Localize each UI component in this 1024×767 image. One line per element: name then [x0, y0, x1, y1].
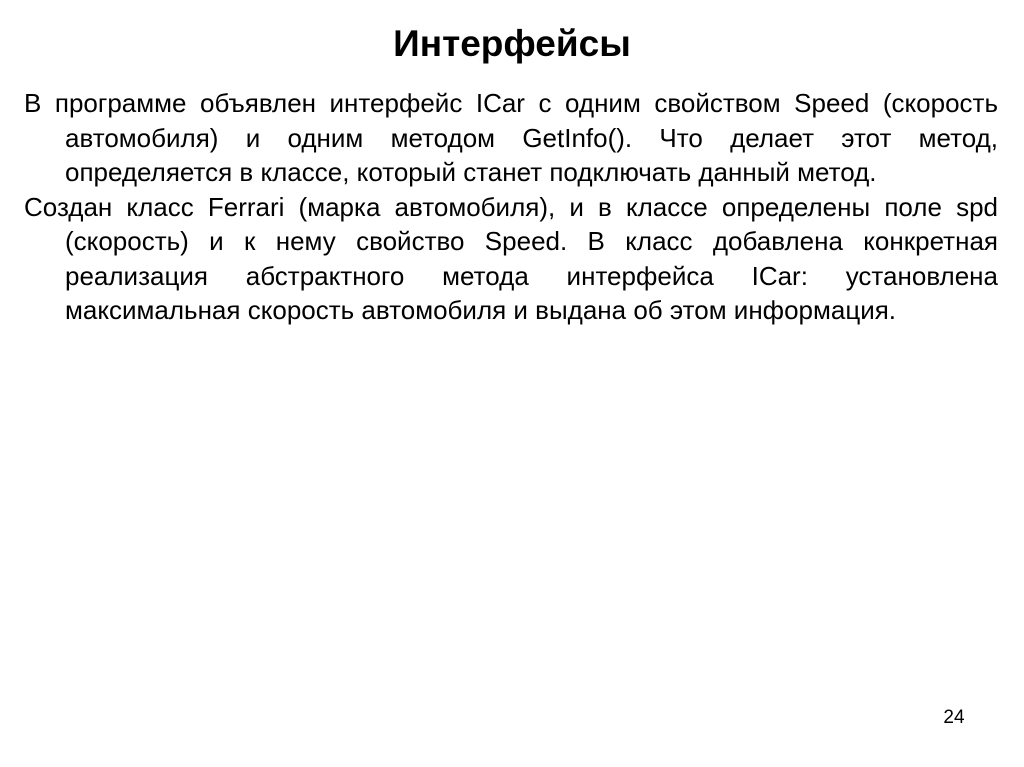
paragraph-interface-declaration: В программе объявлен интерфейс ICar с одним свойством Speed (скорость автомобиля) и одним методом GetInfo(). Что делает этот метод, определяется в классе, который станет подключать данный метод. — [24, 88, 998, 187]
page-number: 24 — [943, 707, 965, 728]
paragraph-ferrari-class: Создан класс Ferrari (марка автомобиля), и в классе определены поле spd (скорость) и к нему свойство Speed. В класс добавлена конкретная реализация абстрактного метода интерфейса ICar: установлена максимальная скорость автомобиля и выдана об этом информация. — [24, 191, 998, 325]
slide-body — [24, 86, 998, 328]
slide-title: Интерфейсы — [393, 23, 631, 64]
